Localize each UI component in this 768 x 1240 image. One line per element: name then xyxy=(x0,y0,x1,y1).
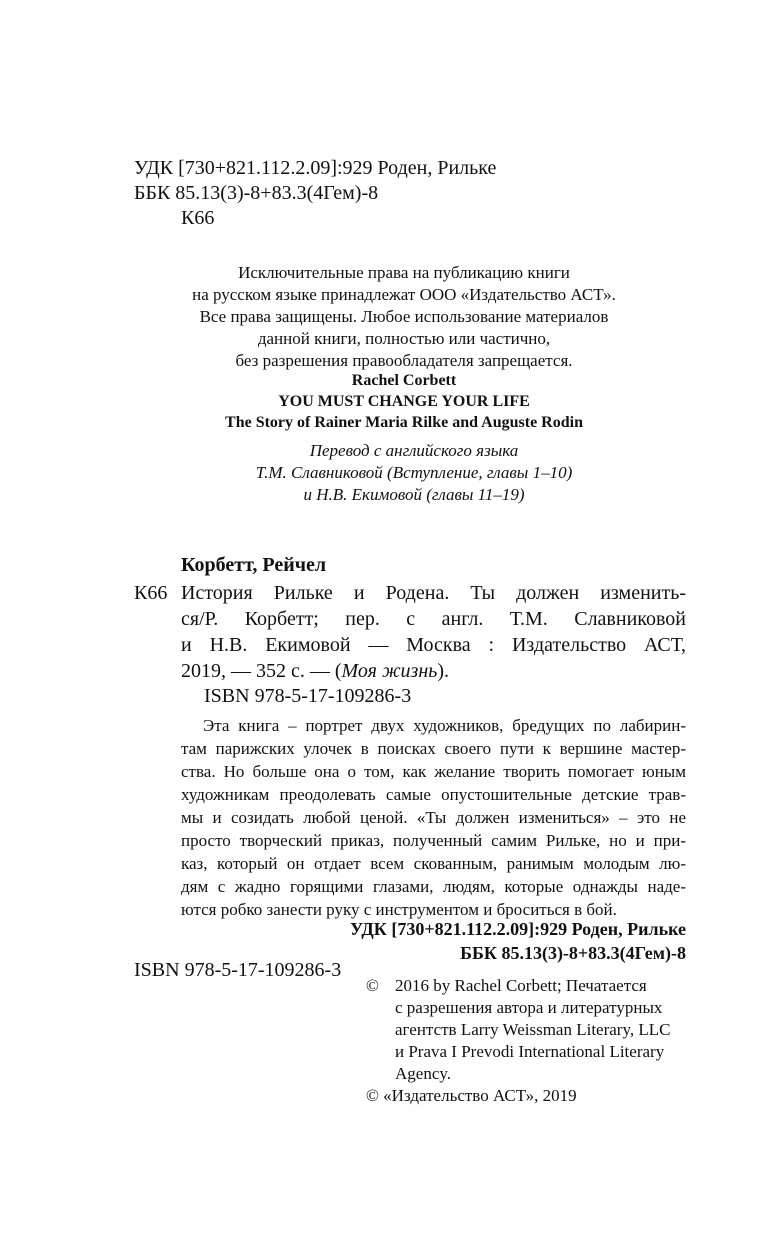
original-title-block xyxy=(134,370,674,433)
rights-notice xyxy=(134,262,674,372)
catalog-line: История Рильке и Родена. Ты должен изменить- xyxy=(181,582,686,604)
author-mark: К66 xyxy=(181,207,215,229)
rights-line: данной книги, полностью или частично, xyxy=(257,329,551,348)
catalog-description xyxy=(181,581,686,683)
original-subtitle: The Story of Rainer Maria Rilke and Auguste Rodin xyxy=(225,414,583,431)
catalog-mark: К66 xyxy=(134,582,168,604)
copyright-notice xyxy=(395,975,670,1085)
annotation xyxy=(181,714,686,921)
bottom-udk: УДК [730+821.112.2.09]:929 Роден, Рильке xyxy=(350,919,686,939)
publisher-copyright: © «Издательство АСТ», 2019 xyxy=(366,1086,577,1105)
annotation-line: художникам преодолевать самые опустошительные детские трав- xyxy=(181,785,686,804)
annotation-line: мы и созидать любой ценой. «Ты должен измениться» – это не xyxy=(181,808,686,827)
translation-line: и Н.В. Екимовой (главы 11–19) xyxy=(303,485,525,504)
copyright-line: 2016 by Rachel Corbett; Печатается xyxy=(395,976,647,995)
rights-line: без разрешения правообладателя запрещается. xyxy=(235,351,573,370)
copyright-symbol: © xyxy=(366,976,379,995)
bbk-code: ББК 85.13(3)-8+83.3(4Гем)-8 xyxy=(134,182,379,204)
annotation-line: каз, который он отдает всем скованным, ранимым молодым лю- xyxy=(181,854,686,873)
original-author: Rachel Corbett xyxy=(351,372,457,389)
bottom-bbk: ББК 85.13(3)-8+83.3(4Гем)-8 xyxy=(460,943,686,963)
annotation-line: дям с жадно горящими глазами, людям, которые однажды наде- xyxy=(181,877,686,896)
translation-credits xyxy=(164,440,664,506)
catalog-heading: Корбетт, Рейчел xyxy=(181,554,327,576)
translation-line: Перевод с английского языка xyxy=(309,441,519,460)
annotation-line: Эта книга – портрет двух художников, бредущих по лабирин- xyxy=(203,716,686,735)
copyright-line: с разрешения автора и литературных xyxy=(395,998,663,1017)
annotation-line: ства. Но больше она о том, как желание творить помогает юным xyxy=(181,762,686,781)
annotation-line: просто творческий приказ, полученный самим Рильке, но и при- xyxy=(181,831,686,850)
annotation-line: там парижских улочек в поисках своего пути к вершине мастер- xyxy=(181,739,686,758)
catalog-year-pages: 2019, — 352 с. — ( xyxy=(181,660,342,682)
catalog-isbn: ISBN 978-5-17-109286-3 xyxy=(204,685,412,707)
translation-line: Т.М. Славниковой (Вступление, главы 1–10) xyxy=(255,463,573,482)
catalog-last-line xyxy=(181,659,686,683)
copyright-line: агентств Larry Weissman Literary, LLC xyxy=(395,1020,671,1039)
copyright-line: Agency. xyxy=(395,1064,452,1083)
catalog-closing: ). xyxy=(437,660,450,682)
rights-line: Все права защищены. Любое использование материалов xyxy=(199,307,609,326)
copyright-line: и Prava I Prevodi International Literary xyxy=(395,1042,665,1061)
rights-line: на русском языке принадлежат ООО «Издательство АСТ». xyxy=(192,285,616,304)
footer-isbn: ISBN 978-5-17-109286-3 xyxy=(134,959,342,981)
catalog-line: и Н.В. Екимовой — Москва : Издательство АСТ, xyxy=(181,634,686,656)
udk-code: УДК [730+821.112.2.09]:929 Роден, Рильке xyxy=(134,157,497,179)
series-name: Моя жизнь xyxy=(341,660,438,682)
annotation-line: ются робко занести руку с инструментом и броситься в бой. xyxy=(181,900,617,919)
catalog-line: ся/Р. Корбетт; пер. с англ. Т.М. Славниковой xyxy=(181,608,686,630)
rights-line: Исключительные права на публикацию книги xyxy=(238,263,570,282)
original-title: YOU MUST CHANGE YOUR LIFE xyxy=(278,393,530,410)
